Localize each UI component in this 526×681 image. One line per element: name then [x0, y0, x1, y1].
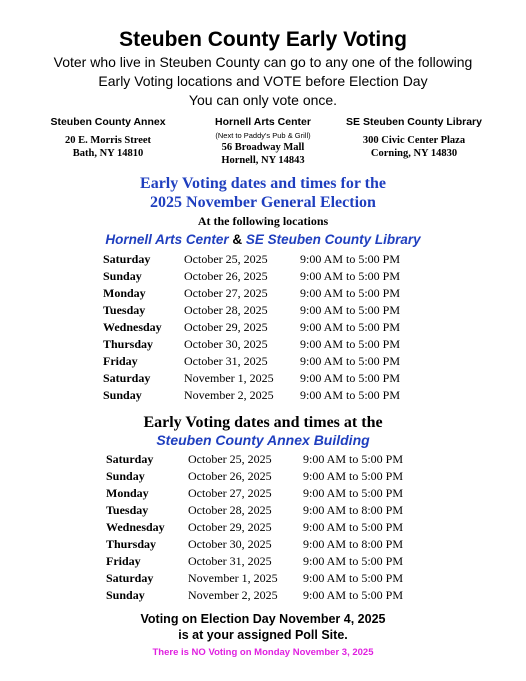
site-hornell: Hornell Arts Center [105, 232, 229, 247]
schedule-date: October 31, 2025 [184, 354, 268, 368]
schedule-row [0, 353, 526, 370]
schedule-day: Monday [103, 286, 146, 300]
location-note: (Next to Paddy's Pub & Grill) [215, 131, 311, 140]
intro-text [0, 53, 526, 110]
schedule-row [0, 387, 526, 404]
section1-heading [0, 174, 526, 212]
schedule-date: October 31, 2025 [188, 554, 272, 568]
schedule-day: Wednesday [106, 520, 165, 534]
schedule-day: Friday [103, 354, 138, 368]
schedule-row [0, 251, 526, 268]
schedule-time: 9:00 AM to 5:00 PM [300, 269, 401, 283]
schedule-row [0, 468, 526, 485]
schedule-row [0, 485, 526, 502]
schedule-date: October 26, 2025 [188, 469, 272, 483]
schedule-time: 9:00 AM to 5:00 PM [300, 252, 401, 266]
location-annex [23, 116, 193, 160]
schedule-date: November 1, 2025 [188, 571, 278, 585]
schedule-date: October 25, 2025 [184, 252, 268, 266]
schedule-date: October 29, 2025 [184, 320, 268, 334]
schedule-time: 9:00 AM to 5:00 PM [300, 388, 401, 402]
schedule-time: 9:00 AM to 8:00 PM [303, 503, 404, 517]
schedule-time: 9:00 AM to 5:00 PM [300, 354, 401, 368]
location-library [329, 116, 499, 160]
schedule-row [0, 587, 526, 604]
schedule-time: 9:00 AM to 5:00 PM [303, 554, 404, 568]
schedule-day: Sunday [103, 388, 142, 402]
election-day-line: Voting on Election Day November 4, 2025 [140, 612, 386, 626]
page-title: Steuben County Early Voting [119, 28, 407, 51]
schedule-row [0, 536, 526, 553]
schedule-time: 9:00 AM to 5:00 PM [303, 571, 404, 585]
schedule-date: October 30, 2025 [184, 337, 268, 351]
site-library: SE Steuben County Library [245, 232, 421, 247]
schedule-date: October 28, 2025 [188, 503, 272, 517]
location-address-line: Hornell, NY 14843 [221, 155, 305, 166]
poll-site-line: is at your assigned Poll Site. [178, 628, 348, 642]
schedule-date: October 29, 2025 [188, 520, 272, 534]
schedule-row [0, 502, 526, 519]
schedule-day: Tuesday [106, 503, 149, 517]
schedule-time: 9:00 AM to 5:00 PM [300, 286, 401, 300]
schedule-row [0, 319, 526, 336]
election-day-notice [0, 611, 526, 643]
location-address-line: Corning, NY 14830 [370, 148, 458, 159]
schedule-date: October 28, 2025 [184, 303, 268, 317]
intro-line: Voter who live in Steuben County can go to any one of the following [53, 54, 473, 70]
schedule-row [0, 553, 526, 570]
schedule-time: 9:00 AM to 5:00 PM [300, 303, 401, 317]
schedule-date: October 26, 2025 [184, 269, 268, 283]
schedule-date: October 27, 2025 [184, 286, 268, 300]
location-name: Hornell Arts Center [215, 116, 311, 128]
schedule-row [0, 451, 526, 468]
schedule-date: October 27, 2025 [188, 486, 272, 500]
schedule-day: Saturday [103, 371, 151, 385]
schedule-row [0, 370, 526, 387]
locations-list [0, 116, 526, 170]
section1-heading-line: 2025 November General Election [150, 194, 376, 211]
schedule-time: 9:00 AM to 5:00 PM [303, 486, 404, 500]
schedule-time: 9:00 AM to 5:00 PM [303, 452, 404, 466]
schedule-row [0, 336, 526, 353]
schedule-day: Tuesday [103, 303, 146, 317]
section2-heading-line: Early Voting dates and times at the [143, 414, 383, 431]
schedule-day: Monday [106, 486, 149, 500]
section2-site: Steuben County Annex Building [156, 432, 370, 448]
schedule-time: 9:00 AM to 8:00 PM [303, 537, 404, 551]
schedule-row [0, 570, 526, 587]
schedule-day: Thursday [106, 537, 157, 551]
location-hornell [178, 116, 348, 167]
schedule-day: Saturday [106, 452, 154, 466]
location-address-line: 20 E. Morris Street [64, 135, 152, 146]
schedule-day: Thursday [103, 337, 154, 351]
schedule-row [0, 268, 526, 285]
section1-heading-line: Early Voting dates and times for the [140, 175, 386, 192]
no-voting-notice: There is NO Voting on Monday November 3, 2025 [152, 647, 374, 658]
schedule-time: 9:00 AM to 5:00 PM [303, 520, 404, 534]
schedule-day: Sunday [103, 269, 142, 283]
schedule-day: Wednesday [103, 320, 162, 334]
schedule-date: October 25, 2025 [188, 452, 272, 466]
location-address-line: Bath, NY 14810 [72, 148, 144, 159]
schedule-row [0, 285, 526, 302]
schedule-day: Friday [106, 554, 141, 568]
schedule-time: 9:00 AM to 5:00 PM [300, 320, 401, 334]
schedule-date: November 2, 2025 [188, 588, 278, 602]
location-name: Steuben County Annex [50, 116, 166, 128]
location-name: SE Steuben County Library [346, 116, 482, 128]
schedule-time: 9:00 AM to 5:00 PM [303, 469, 404, 483]
ampersand: & [232, 232, 243, 247]
schedule-date: November 2, 2025 [184, 388, 274, 402]
section1-subheading: At the following locations [197, 214, 329, 228]
schedule-time: 9:00 AM to 5:00 PM [300, 337, 401, 351]
schedule-row [0, 519, 526, 536]
schedule-day: Saturday [106, 571, 154, 585]
schedule-date: November 1, 2025 [184, 371, 274, 385]
section2-heading [0, 413, 526, 449]
schedule-day: Sunday [106, 469, 145, 483]
schedule-time: 9:00 AM to 5:00 PM [303, 588, 404, 602]
location-address-line: 300 Civic Center Plaza [362, 135, 466, 146]
intro-line: You can only vote once. [188, 92, 338, 108]
schedule-day: Sunday [106, 588, 145, 602]
schedule-day: Saturday [103, 252, 151, 266]
location-address-line: 56 Broadway Mall [221, 142, 305, 153]
schedule-date: October 30, 2025 [188, 537, 272, 551]
schedule-row [0, 302, 526, 319]
intro-line: Early Voting locations and VOTE before Election Day [98, 73, 428, 89]
section1-sites [0, 231, 526, 248]
schedule-time: 9:00 AM to 5:00 PM [300, 371, 401, 385]
